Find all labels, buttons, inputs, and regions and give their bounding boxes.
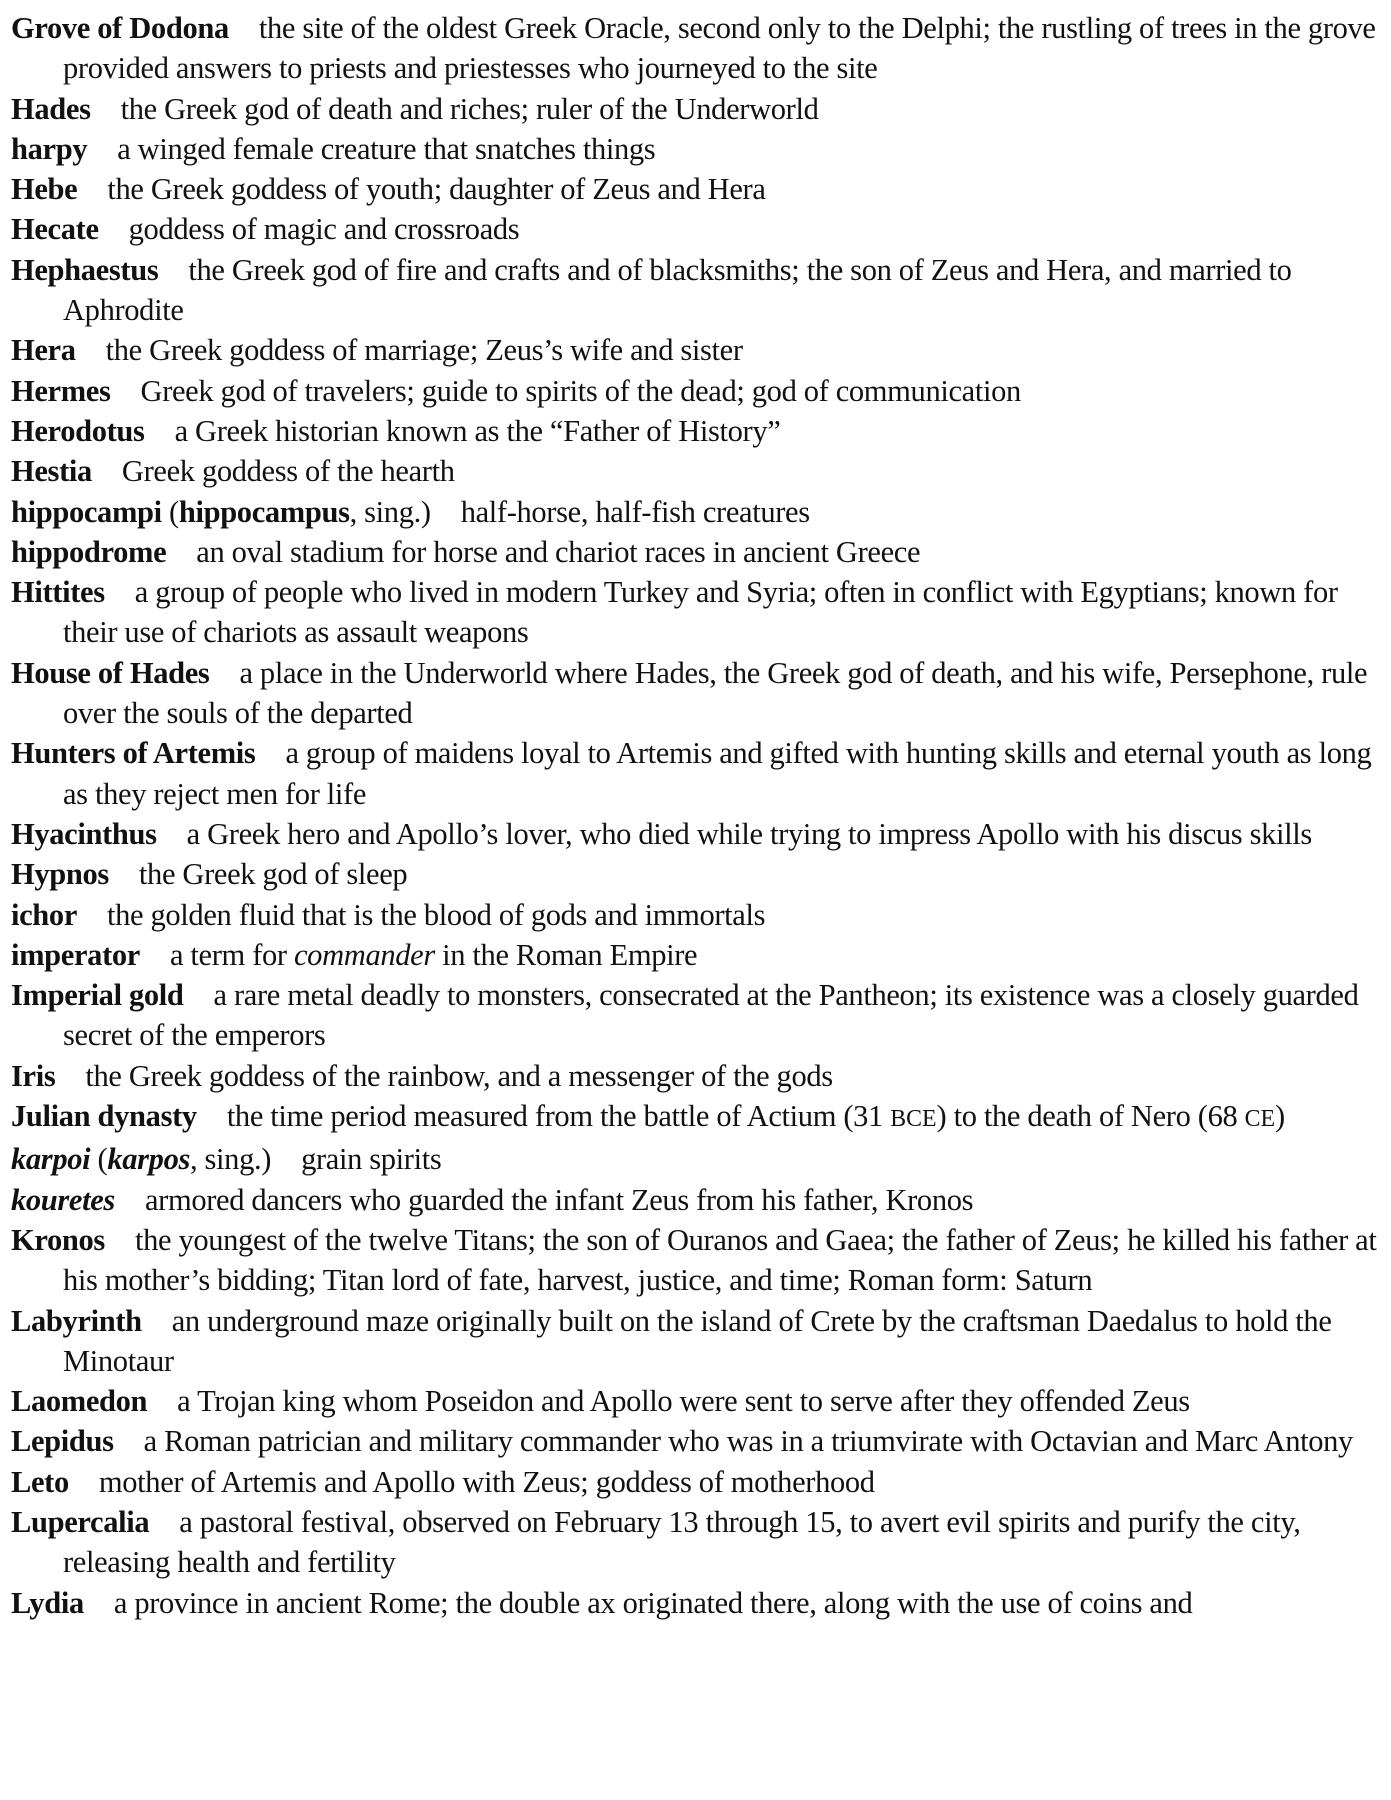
glossary-term: ichor (11, 897, 78, 932)
glossary-term: Hades (11, 91, 91, 126)
glossary-entry-hypnos (11, 854, 1383, 894)
glossary-definition: a province in ancient Rome; the double ax originated there, along with the use of coins and (113, 1585, 1193, 1620)
glossary-definition: the Greek goddess of the rainbow, and a messenger of the gods (85, 1058, 833, 1093)
glossary-definition: the youngest of the twelve Titans; the son of Ouranos and Gaea; the father of Zeus; he killed his father at his mother’s bidding; Titan lord of fate, harvest, justice, and time; Roman form: Saturn (63, 1222, 1377, 1298)
glossary-term: Leto (11, 1464, 69, 1499)
glossary-definition: Greek goddess of the hearth (121, 454, 455, 489)
glossary-term: Hypnos (11, 857, 109, 892)
glossary-definition: a rare metal deadly to monsters, consecrated at the Pantheon; its existence was a closely guarded secret of the emperors (63, 978, 1359, 1053)
glossary-definition: a Roman patrician and military commander who was in a triumvirate with Octavian and Marc Antony (143, 1424, 1353, 1459)
glossary-definition: a winged female creature that snatches things (117, 131, 656, 166)
glossary-term-close: , sing.) (349, 494, 431, 529)
glossary-definition: in the Roman Empire (434, 937, 698, 972)
glossary-term: hippocampi (11, 494, 162, 529)
glossary-entry-iris (11, 1056, 1383, 1096)
glossary-definition: the site of the oldest Greek Oracle, second only to the Delphi; the rustling of trees in the grove provided answers to priests and priestesses who journeyed to the site (63, 11, 1376, 86)
glossary-definition: ) to the death of Nero (68 (936, 1099, 1245, 1134)
glossary-term: imperator (11, 937, 140, 972)
glossary-term: harpy (11, 131, 88, 166)
glossary-term: Kronos (11, 1222, 105, 1257)
glossary-entry-lepidus (11, 1421, 1383, 1461)
glossary-definition: ) (1275, 1099, 1285, 1134)
glossary-definition: the Greek god of death and riches; ruler of the Underworld (120, 91, 819, 126)
glossary-term: Hebe (11, 172, 78, 207)
glossary-term-singular: hippocampus (178, 494, 350, 529)
glossary-entry-hades (11, 89, 1383, 129)
glossary-definition: the time period measured from the battle of Actium (31 (226, 1099, 891, 1134)
glossary-term-singular: karpos (107, 1142, 190, 1177)
glossary-definition: armored dancers who guarded the infant Zeus from his father, Kronos (144, 1182, 974, 1217)
glossary-entry-grove-of-dodona (11, 8, 1383, 89)
glossary-definition: the golden fluid that is the blood of gods and immortals (107, 897, 766, 932)
glossary-term: Grove of Dodona (11, 11, 229, 45)
glossary-entry-kronos (11, 1220, 1383, 1301)
glossary-entry-karpoi (11, 1139, 1383, 1179)
glossary-definition: Greek god of travelers; guide to spirits of the dead; god of communication (140, 373, 1021, 408)
glossary-term: Lupercalia (11, 1504, 150, 1539)
glossary-entry-lupercalia (11, 1502, 1383, 1583)
glossary-entry-hunters-of-artemis (11, 733, 1383, 814)
glossary-entry-hippocampi (11, 492, 1383, 532)
glossary-definition: the Greek god of fire and crafts and of blacksmiths; the son of Zeus and Hera, and married to Aphrodite (63, 252, 1292, 328)
glossary-entry-ichor (11, 895, 1383, 935)
glossary-entry-hera (11, 330, 1383, 370)
glossary-term-close: , sing.) (189, 1142, 272, 1177)
glossary-definition: the Greek god of sleep (138, 857, 408, 892)
glossary-term: Hermes (11, 373, 111, 408)
glossary-definition: a Greek historian known as the “Father of History” (174, 413, 781, 448)
glossary-term: Iris (11, 1058, 56, 1093)
glossary-era-abbreviation: CE (1244, 1106, 1276, 1133)
glossary-entry-imperial-gold (11, 975, 1383, 1056)
glossary-entry-imperator (11, 935, 1383, 975)
glossary-definition: half-horse, half-fish creatures (460, 494, 810, 529)
glossary-term-open: ( (161, 494, 179, 529)
glossary-definition: an oval stadium for horse and chariot races in ancient Greece (196, 534, 921, 569)
glossary-term: Hephaestus (11, 252, 159, 287)
glossary-entry-hermes (11, 371, 1383, 411)
glossary-page (11, 8, 1383, 1623)
glossary-definition: a term for (169, 937, 294, 972)
glossary-term: Lydia (11, 1585, 84, 1620)
glossary-term: Laomedon (11, 1384, 148, 1419)
glossary-entry-julian-dynasty (11, 1096, 1383, 1139)
glossary-term: Lepidus (11, 1424, 114, 1459)
glossary-definition: a pastoral festival, observed on February 13 through 15, to avert evil spirits and purify the city, releasing health and fertility (63, 1504, 1301, 1580)
glossary-term: kouretes (11, 1182, 115, 1217)
glossary-entry-herodotus (11, 411, 1383, 451)
glossary-entry-laomedon (11, 1381, 1383, 1421)
glossary-definition: an underground maze originally built on the island of Crete by the craftsman Daedalus to hold the Minotaur (63, 1303, 1332, 1378)
glossary-entry-labyrinth (11, 1301, 1383, 1382)
glossary-term: House of Hades (11, 655, 210, 690)
glossary-term: Hera (11, 333, 76, 368)
glossary-definition: the Greek goddess of youth; daughter of Zeus and Hera (107, 172, 766, 207)
glossary-term: Hyacinthus (11, 816, 157, 851)
glossary-definition: a Trojan king whom Poseidon and Apollo were sent to serve after they offended Zeus (177, 1384, 1190, 1419)
glossary-definition: a place in the Underworld where Hades, the Greek god of death, and his wife, Persephone, rule over the souls of the departed (63, 655, 1368, 731)
glossary-definition: grain spirits (301, 1142, 442, 1177)
glossary-entry-lydia (11, 1583, 1383, 1623)
glossary-term: karpoi (11, 1142, 91, 1177)
glossary-definition: a group of people who lived in modern Turkey and Syria; often in conflict with Egyptians; known for their use of chariots as assault weapons (63, 575, 1338, 650)
glossary-term-open: ( (90, 1142, 108, 1177)
glossary-term: Julian dynasty (11, 1099, 197, 1134)
glossary-entry-hecate (11, 209, 1383, 249)
glossary-term: Hestia (11, 454, 92, 489)
glossary-entry-hittites (11, 572, 1383, 653)
glossary-term: Hittites (11, 575, 105, 610)
glossary-term: Labyrinth (11, 1303, 142, 1338)
glossary-entry-hyacinthus (11, 814, 1383, 854)
glossary-entry-hestia (11, 451, 1383, 491)
glossary-definition: the Greek goddess of marriage; Zeus’s wife and sister (105, 333, 743, 368)
glossary-entry-house-of-hades (11, 653, 1383, 734)
glossary-definition: mother of Artemis and Apollo with Zeus; goddess of motherhood (98, 1464, 875, 1499)
glossary-era-abbreviation: BCE (890, 1106, 937, 1133)
glossary-entry-harpy (11, 129, 1383, 169)
glossary-term: Imperial gold (11, 978, 184, 1013)
glossary-term: Hecate (11, 212, 99, 247)
glossary-definition-emphasis: commander (294, 937, 435, 972)
glossary-definition: goddess of magic and crossroads (128, 212, 520, 247)
glossary-entry-hebe (11, 169, 1383, 209)
glossary-entry-hippodrome (11, 532, 1383, 572)
glossary-term: hippodrome (11, 534, 167, 569)
glossary-entry-leto (11, 1462, 1383, 1502)
glossary-term: Hunters of Artemis (11, 736, 256, 771)
glossary-definition: a Greek hero and Apollo’s lover, who died while trying to impress Apollo with his discus skills (186, 816, 1312, 851)
glossary-definition: a group of maidens loyal to Artemis and gifted with hunting skills and eternal youth as long as they reject men for life (63, 736, 1372, 811)
glossary-term: Herodotus (11, 413, 145, 448)
glossary-entry-hephaestus (11, 250, 1383, 331)
glossary-entry-kouretes (11, 1180, 1383, 1220)
